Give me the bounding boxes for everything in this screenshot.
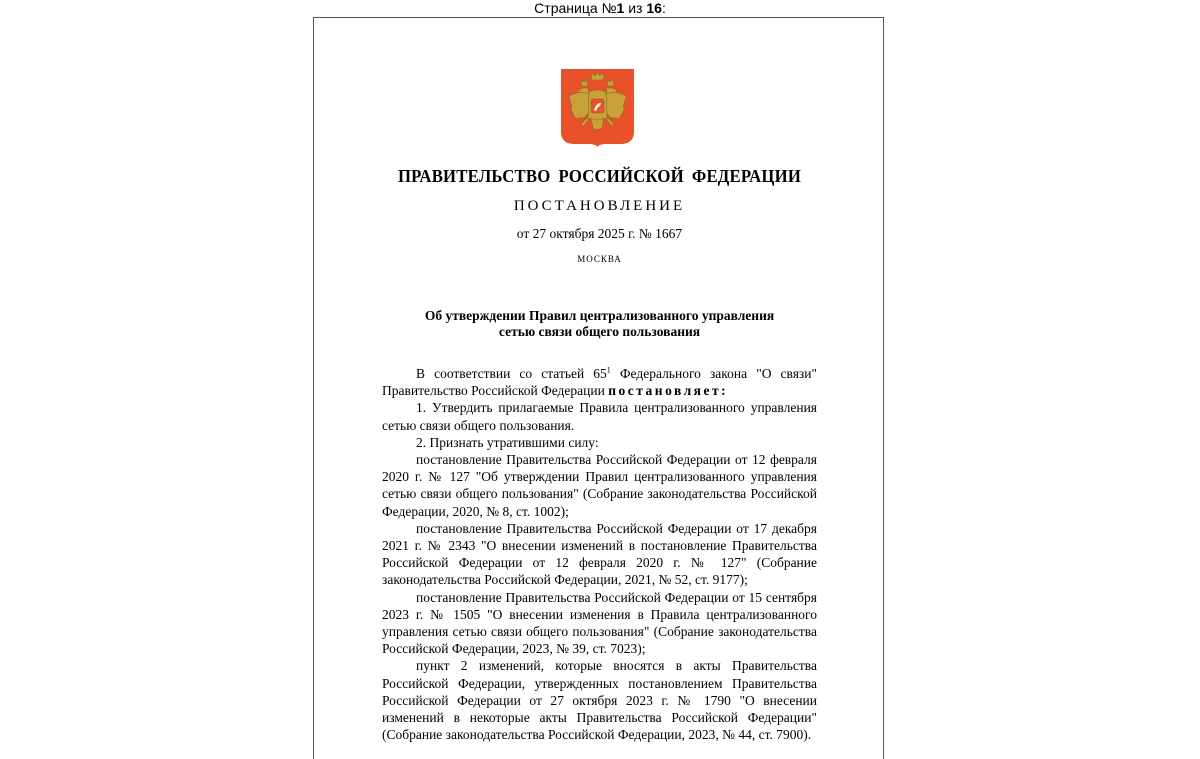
page-label-middle: из xyxy=(624,0,647,16)
document-date-number: от 27 октября 2025 г. № 1667 xyxy=(516,226,683,241)
total-pages-number: 16 xyxy=(646,0,662,16)
preamble-superscript: 1 xyxy=(606,365,611,375)
body-paragraph: постановление Правительства Российской Федерации от 17 декабря 2021 г. № 2343 "О внесении изменений в постановление Правительства Российской Федерации от 12 февраля 2020 г. № 127" (Собрание законодательства Российской Федерации, 2021, № 52, ст. 9177); xyxy=(382,520,817,588)
document-type: ПОСТАНОВЛЕНИЕ xyxy=(513,198,686,214)
preamble-paragraph xyxy=(382,365,817,399)
body-paragraph: постановление Правительства Российской Федерации от 12 февраля 2020 г. № 127 "Об утверждении Правил централизованного управления сетью связи общего пользования" (Собрание законодательства Российской Федерации, 2020, № 8, ст. 1002); xyxy=(382,452,817,519)
coat-of-arms-icon xyxy=(560,68,635,147)
document-page xyxy=(313,17,884,759)
preamble-middle: Федерального закона "О связи" Правительство Российской Федерации xyxy=(382,366,817,399)
body-paragraph: 1. Утвердить прилагаемые Правила централизованного управления сетью связи общего пользования. xyxy=(382,400,817,433)
document-subject xyxy=(314,308,885,340)
body-paragraph: 2. Признать утратившими силу: xyxy=(416,434,599,450)
subject-line-1: Об утверждении Правил централизованного управления xyxy=(424,308,775,323)
page-label-suffix: : xyxy=(661,0,666,16)
preamble-start: В соответствии со статьей 65 xyxy=(416,366,607,381)
preamble-end: : xyxy=(721,383,729,399)
current-page-number: 1 xyxy=(616,0,625,16)
page-indicator xyxy=(0,0,1200,16)
document-body xyxy=(382,365,817,743)
page-label-prefix: Страница № xyxy=(534,0,617,16)
authority-title: ПРАВИТЕЛЬСТВО РОССИЙСКОЙ ФЕДЕРАЦИИ xyxy=(397,166,802,186)
body-paragraph: пункт 2 изменений, которые вносятся в акты Правительства Российской Федерации, утвержденных постановлением Правительства Российской Федерации от 27 октября 2023 г. № 1790 "О внесении изменений в некоторые акты Правительства Российской Федерации" (Собрание законодательства Российской Федерации, 2023, № 44, ст. 7900). xyxy=(382,658,817,743)
preamble-decree-word: постановляет xyxy=(608,383,722,399)
body-paragraph: постановление Правительства Российской Федерации от 15 сентября 2023 г. № 1505 "О внесении изменения в Правила централизованного управления сетью связи общего пользования" (Собрание законодательства Российской Федерации, 2023, № 39, ст. 7023); xyxy=(382,589,817,657)
document-city: МОСКВА xyxy=(577,254,622,264)
subject-line-2: сетью связи общего пользования xyxy=(498,324,701,339)
